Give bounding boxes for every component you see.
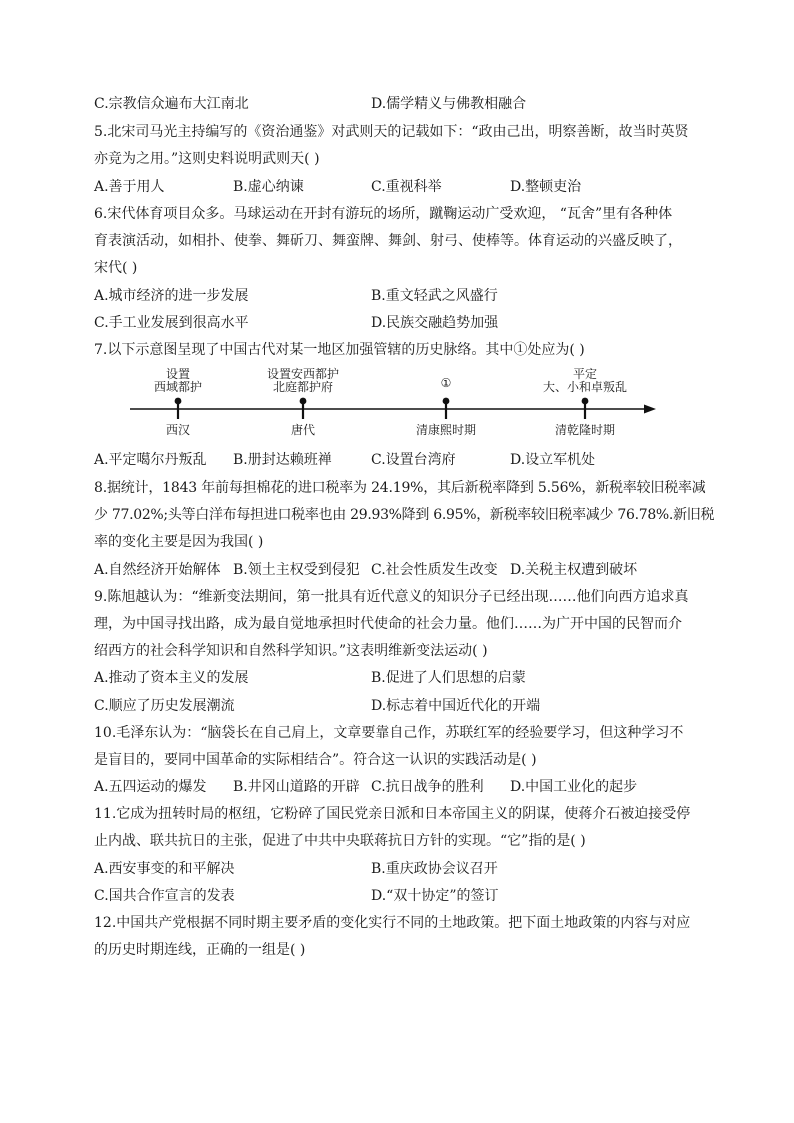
timeline-period-label-3: 清康熙时期 <box>415 423 477 437</box>
q6-stem-line-3: 宋代( ) <box>94 260 138 276</box>
q6-option-a: A.城市经济的进一步发展 <box>94 288 249 304</box>
q10-option-a: A.五四运动的爆发 <box>94 779 207 795</box>
q9-option-a: A.推动了资本主义的发展 <box>94 670 249 686</box>
q7-stem-line-1: 7.以下示意图呈现了中国古代对某一地区加强管辖的历史脉络。其中①处应为( ) <box>94 342 585 358</box>
q8-stem-line-1: 8.据统计，1843 年前每担棉花的进口税率为 24.19%，其后新税率降到 5.56%，新税率较旧税率减 <box>94 480 706 496</box>
q10-stem-line-1: 10.毛泽东认为：“脑袋长在自己肩上，文章要靠自己作，苏联红军的经验要学习，但这种学习不 <box>94 725 684 741</box>
timeline-arrow-head <box>644 405 656 414</box>
q8-option-b: B.领土主权受到侵犯 <box>233 562 360 578</box>
q7-option-c: C.设置台湾府 <box>371 452 456 468</box>
q8-option-d: D.关税主权遭到破坏 <box>510 562 638 578</box>
q10-option-b: B.井冈山道路的开辟 <box>233 779 360 795</box>
q10-stem-line-2: 是盲目的，要同中国革命的实际相结合”。符合这一认识的实践活动是( ) <box>94 752 537 768</box>
q9-option-b: B.促进了人们思想的启蒙 <box>371 670 526 686</box>
timeline-top-label-4-line-1: 平定 <box>572 367 598 381</box>
q5-option-b: B.虚心纳谏 <box>233 179 304 195</box>
q5-stem-line-2: 亦竞为之用。”这则史料说明武则天( ) <box>94 151 320 167</box>
timeline-top-label-1 <box>154 368 202 394</box>
q8-option-c: C.社会性质发生改变 <box>371 562 498 578</box>
q11-stem-line-1: 11.它成为扭转时局的枢纽，它粉碎了国民党亲日派和日本帝国主义的阴谋，使蒋介石被迫接受停 <box>94 806 691 822</box>
timeline-top-label-4 <box>543 368 627 394</box>
q10-option-d: D.中国工业化的起步 <box>510 779 638 795</box>
timeline-top-label-4-line-2: 大、小和卓叛乱 <box>542 380 628 394</box>
timeline-top-label-3-line-1: ① <box>440 376 452 390</box>
q7-timeline-diagram <box>120 364 680 446</box>
timeline-top-label-1-line-2: 西域都护 <box>153 380 203 394</box>
q7-option-a: A.平定噶尔丹叛乱 <box>94 452 207 468</box>
timeline-top-label-2 <box>267 368 339 394</box>
q5-option-c: C.重视科举 <box>371 179 442 195</box>
q4-option-d: D.儒学精义与佛教相融合 <box>371 96 527 112</box>
timeline-top-label-2-line-2: 北庭都护府 <box>272 380 334 394</box>
timeline-period-label-1: 西汉 <box>165 423 191 437</box>
q12-stem-line-1: 12.中国共产党根据不同时期主要矛盾的变化实行不同的土地政策。把下面土地政策的内容与对应 <box>94 915 691 931</box>
timeline-period-label-4: 清乾隆时期 <box>554 423 616 437</box>
q10-option-c: C.抗日战争的胜利 <box>371 779 484 795</box>
q5-option-d: D.整顿吏治 <box>510 179 582 195</box>
q12-stem-line-2: 的历史时期连线，正确的一组是( ) <box>94 942 306 958</box>
timeline-top-label-3 <box>441 377 452 390</box>
q11-option-d: D.“双十协定”的签订 <box>371 888 499 904</box>
q7-option-b: B.册封达赖班禅 <box>233 452 332 468</box>
q8-stem-line-2: 少 77.02%;头等白洋布每担进口税率也由 29.93%降到 6.95%，新税率较旧税率减少 76.78%.新旧税 <box>94 507 715 523</box>
q6-option-b: B.重文轻武之风盛行 <box>371 288 498 304</box>
q8-stem-line-3: 率的变化主要是因为我国( ) <box>94 534 264 550</box>
q11-option-b: B.重庆政协会议召开 <box>371 861 498 877</box>
q5-stem-line-1: 5.北宋司马光主持编写的《资治通鉴》对武则天的记载如下：“政由己出，明察善断，故当时英贤 <box>94 124 689 140</box>
q6-option-c: C.手工业发展到很高水平 <box>94 315 249 331</box>
q9-option-c: C.顺应了历史发展潮流 <box>94 698 235 714</box>
q9-option-d: D.标志着中国近代化的开端 <box>371 698 541 714</box>
q6-option-d: D.民族交融趋势加强 <box>371 315 499 331</box>
timeline-top-label-2-line-1: 设置安西都护 <box>266 367 340 381</box>
timeline-period-label-2: 唐代 <box>290 423 316 437</box>
timeline-top-label-1-line-1: 设置 <box>165 367 191 381</box>
q5-option-a: A.善于用人 <box>94 179 165 195</box>
q6-stem-line-1: 6.宋代体育项目众多。马球运动在开封有游玩的场所，蹴鞠运动广受欢迎， “瓦舍”里有各种体 <box>94 206 673 222</box>
q9-stem-line-3: 绍西方的社会科学知识和自然科学知识。”这表明维新变法运动( ) <box>94 643 488 659</box>
q9-stem-line-1: 9.陈旭越认为：“维新变法期间，第一批具有近代意义的知识分子已经出现……他们向西方追求真 <box>94 589 689 605</box>
q11-stem-line-2: 止内战、联共抗日的主张，促进了中共中央联蒋抗日方针的实现。“它”指的是( ) <box>94 833 586 849</box>
q11-option-c: C.国共合作宣言的发表 <box>94 888 235 904</box>
q4-option-c: C.宗教信众遍布大江南北 <box>94 96 249 112</box>
q6-stem-line-2: 育表演活动，如相扑、使拳、舞斫刀、舞蛮牌、舞剑、射弓、使棒等。体育运动的兴盛反映了， <box>94 233 682 249</box>
q7-option-d: D.设立军机处 <box>510 452 596 468</box>
q9-stem-line-2: 理，为中国寻找出路，成为最自觉地承担时代使命的社会力量。他们……为广开中国的民智而介 <box>94 616 682 632</box>
q8-option-a: A.自然经济开始解体 <box>94 562 221 578</box>
q11-option-a: A.西安事变的和平解决 <box>94 861 235 877</box>
